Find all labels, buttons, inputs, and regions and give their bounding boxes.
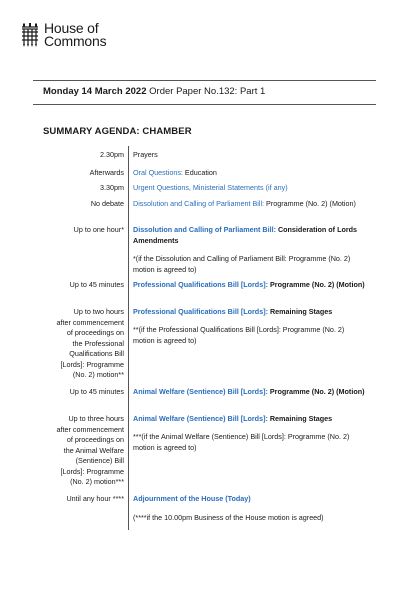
agenda-item — [133, 387, 365, 398]
agenda-item — [133, 168, 365, 179]
agenda-time-line: [Lords]: Programme — [60, 466, 124, 476]
agenda-item — [133, 494, 365, 505]
agenda-time-line: of proceedings on — [66, 435, 124, 444]
agenda-time: Up to 45 minutes — [69, 280, 124, 289]
agenda-divider — [128, 146, 129, 530]
agenda-note: *(if the Dissolution and Calling of Parliament Bill: Programme (No. 2) motion is agreed to) — [133, 254, 351, 274]
agenda-time-line: (No. 2) motion** — [72, 370, 124, 379]
agenda-time-line: (Sentience) Bill — [75, 456, 124, 465]
oral-questions-link[interactable]: Oral Questions: — [133, 168, 183, 177]
agenda-text: Remaining Stages — [267, 307, 333, 316]
house-of-commons-logo — [20, 22, 106, 48]
agenda-time-line: Up to two hours — [73, 307, 124, 316]
agenda-time-line: the Professional — [72, 338, 124, 348]
dissolution-bill-lords-amendments-link[interactable]: Dissolution and Calling of Parliament Bill: — [133, 225, 276, 234]
logo-line-1: House of — [44, 20, 99, 36]
agenda-text: Education — [182, 168, 217, 177]
adjournment-link[interactable]: Adjournment of the House (Today) — [133, 494, 251, 503]
agenda-item — [133, 225, 365, 246]
agenda-note: ***(if the Animal Welfare (Sentience) Bill [Lords]: Programme (No. 2) motion is agreed to) — [133, 432, 350, 452]
agenda-item — [133, 183, 365, 194]
agenda-time-multiline — [34, 414, 124, 488]
agenda-item — [133, 414, 365, 425]
agenda-time-multiline — [34, 307, 124, 381]
agenda-time-line: Up to three hours — [68, 414, 124, 423]
dissolution-bill-programme-link[interactable]: Dissolution and Calling of Parliament Bill: — [133, 199, 265, 208]
agenda-time: 3.30pm — [100, 183, 124, 192]
animal-welfare-programme-link[interactable]: Animal Welfare (Sentience) Bill [Lords]: — [133, 387, 268, 396]
agenda-time: Up to one hour* — [73, 225, 124, 234]
agenda-text: Remaining Stages — [267, 414, 333, 423]
animal-welfare-remaining-stages-link[interactable]: Animal Welfare (Sentience) Bill [Lords]: — [133, 414, 268, 423]
agenda-time-line: Qualifications Bill — [69, 349, 124, 358]
order-paper-header — [43, 86, 265, 98]
agenda-text: Consideration of Lords Amendments — [133, 225, 358, 245]
agenda-time: Up to 45 minutes — [69, 387, 124, 396]
section-title: SUMMARY AGENDA: CHAMBER — [43, 126, 192, 137]
agenda-item — [133, 307, 365, 318]
agenda-time-line: the Animal Welfare — [63, 445, 124, 455]
header-rule-bottom — [33, 104, 376, 105]
agenda-time-line: after commencement — [56, 317, 124, 327]
agenda-item — [133, 280, 365, 291]
agenda-time: Until any hour **** — [66, 494, 124, 503]
header-rule-top — [33, 80, 376, 81]
agenda-note: (****if the 10.00pm Business of the House motion is agreed) — [133, 513, 324, 522]
agenda-text: Programme (No. 2) (Motion) — [267, 280, 365, 289]
agenda-item — [133, 150, 365, 161]
professional-qualifications-remaining-stages-link[interactable]: Professional Qualifications Bill [Lords]: — [133, 307, 268, 316]
agenda-note: **(if the Professional Qualifications Bill [Lords]: Programme (No. 2) motion is agreed to) — [133, 325, 345, 345]
agenda-time: Afterwards — [89, 168, 124, 177]
urgent-questions-link[interactable]: Urgent Questions, Ministerial Statements (if any) — [133, 183, 288, 192]
order-paper-date: Monday 14 March 2022 — [43, 86, 147, 97]
agenda-time-line: after commencement — [56, 424, 124, 434]
logo-wordmark — [44, 22, 106, 48]
agenda-time-line: [Lords]: Programme — [60, 359, 124, 369]
agenda-text: Prayers — [133, 150, 158, 159]
agenda-item — [133, 199, 365, 210]
portcullis-icon — [20, 23, 40, 47]
agenda-time-line: of proceedings on — [66, 328, 124, 337]
order-paper-number: Order Paper No.132: Part 1 — [149, 86, 266, 97]
logo-line-2: Commons — [44, 33, 107, 49]
agenda-time: No debate — [90, 199, 124, 208]
professional-qualifications-programme-link[interactable]: Professional Qualifications Bill [Lords]: — [133, 280, 268, 289]
agenda-text: Programme (No. 2) (Motion) — [264, 199, 356, 208]
agenda-time-line: (No. 2) motion*** — [70, 477, 124, 486]
agenda-time: 2.30pm — [100, 150, 124, 159]
agenda-text: Programme (No. 2) (Motion) — [267, 387, 365, 396]
